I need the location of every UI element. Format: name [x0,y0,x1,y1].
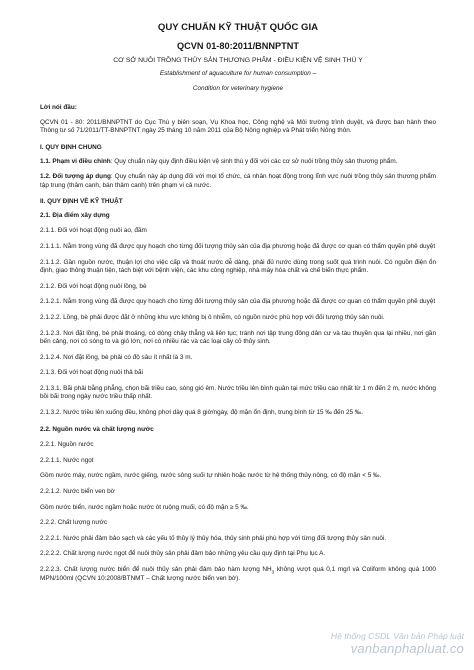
section-2-2-2-3-subscript: 3 [271,569,275,575]
section-1-1-text: : Quy chuẩn này quy định điều kiện vệ sinh thú y đối với các cơ sở nuôi trồng thủy sản thương phẩm. [110,158,398,166]
section-2-1-3-1: 2.1.3.1. Bãi phải bằng phẳng, chọn bãi triều cao, sóng gió êm. Nước triều lên bình quân tại mức triều cao nhất từ 1 m đến 2 m, nước không bồi bãi trong ngày nước triều thấp nhất. [40,384,436,401]
section-2-1-2-2: 2.1.2.2. Lồng, bè phải được đặt ở những khu vực không bị ô nhiễm, có nguồn nước phù hợp với đối tượng thủy sản nuôi. [40,313,385,321]
section-2-heading: II. QUY ĐỊNH VỀ KỸ THUẬT [40,198,123,206]
english-title-line-1: Establishment of aquaculture for human consumption – [159,70,317,77]
section-2-2-2-2: 2.2.2.2. Chất lượng nước ngọt để nuôi thủy sản phải đảm bảo những yêu cầu quy định tại Phụ lục A. [40,550,326,558]
section-2-1-1-2: 2.1.1.2. Gần nguồn nước, thuận lợi cho việc cấp và thoát nước dễ dàng, phải đủ nước dùng trong suốt quá trình nuôi. Có nguồn điện ổn định, giao thông thuận tiện, tách biệt với bệnh viện, các khu công nghiệp, nhà máy hóa chất và chế biến thực phẩm. [40,258,436,275]
section-2-1-heading: 2.1. Địa điểm xây dựng [40,211,110,219]
section-2-2-2-3-text-a: 2.2.2.3. Chất lượng nước biển để nuôi thủy sản phải đảm bảo hàm lượng NH [40,566,272,573]
section-2-1-2-1: 2.1.2.1. Nằm trong vùng đã được quy hoạch cho từng đối tượng thủy sản của địa phương hoặc đã được cơ quan có thẩm quyền phê duyệt [40,298,436,306]
section-1-2 [40,173,436,190]
section-1-1-label: 1.1. Phạm vi điều chỉnh [40,158,111,166]
document-title: QUY CHUẨN KỸ THUẬT QUỐC GIA [157,22,319,33]
section-2-1-2: 2.1.2. Đối với hoạt động nuôi lồng, bè [40,282,147,290]
section-2-2-2-3 [40,566,436,583]
section-2-2-1-1-text: Gồm nước máy, nước ngầm, nước giếng, nước sông suối tự nhiên hoặc nước từ hệ thống thủy nông, có độ mặn < 5 ‰. [40,472,382,480]
section-1-heading: I. QUY ĐỊNH CHUNG [40,143,102,151]
watermark [331,631,464,656]
section-2-2-2-3-text-b: không vượt quá 0,1 mg/l và Coliform không quá 1000 MPN/100ml (QCVN 10:2008/BTNMT – Chất lượng nước biển ven bờ). [40,566,436,582]
section-1-1 [40,158,436,167]
foreword-heading: Lời nói đầu: [40,104,77,111]
document-body [40,22,436,583]
section-2-2-2: 2.2.2. Chất lượng nước [40,519,108,527]
section-2-1-1-1: 2.1.1.1. Nằm trong vùng đã được quy hoạch cho từng đối tượng thủy sản của địa phương hoặc đã được cơ quan có thẩm quyền phê duyệt [40,242,436,250]
document-code: QCVN 01-80:2011/BNNPTNT [176,41,300,51]
foreword-text: QCVN 01 - 80: 2011/BNNPTNT do Cục Thú y biên soạn, Vụ Khoa học, Công nghệ và Môi trường trình duyệt, và được ban hành theo Thông tư số 71/2011/TT-BNNPTNT ngày 25 tháng 10 năm 2011 của Bộ Nông nghiệp và Phát triển Nông thôn. [40,118,436,135]
document-subtitle: CƠ SỞ NUÔI TRỒNG THỦY SẢN THƯƠNG PHẨM - ĐIỀU KIỆN VỆ SINH THÚ Y [113,57,363,64]
section-2-2-2-1: 2.2.2.1. Nước phải đảm bảo sạch và các yếu tố thủy lý thủy hóa, thủy sinh phải phù hợp với từng đối tượng thủy sản nuôi. [40,534,387,542]
watermark-line-2: vanbanphapluat.co [350,641,464,656]
section-2-2-1: 2.2.1. Nguồn nước [40,441,94,449]
section-1-2-label: 1.2. Đối tượng áp dụng [40,172,111,180]
section-2-1-3: 2.1.3. Đối với hoạt động nuôi thả bãi [40,369,143,377]
section-2-2-heading: 2.2. Nguồn nước và chất lượng nước [40,425,154,433]
section-2-1-2-4: 2.1.2.4. Nơi đặt lồng, bè phải có độ sâu ít nhất là 3 m. [40,353,193,361]
section-2-2-1-1: 2.2.1.1. Nước ngọt [40,456,94,464]
section-2-2-1-2: 2.2.1.2. Nước biển ven bờ [40,488,115,496]
section-2-2-1-2-text: Gồm nước biển, nước ngầm hoặc nước ót ruộng muối, có độ mặn ≥ 5 ‰. [40,503,249,511]
section-2-1-1: 2.1.1. Đối với hoạt động nuôi ao, đầm [40,227,147,235]
section-1-2-text: : Quy chuẩn này áp dụng đối với mọi tổ chức, cá nhân hoạt động trong lĩnh vực nuôi trồng thủy sản thương phẩm tập trung (thâm canh, bán thâm canh) trên phạm vi cả nước. [40,172,436,189]
english-title-line-2: Condition for veterinary hygiene [192,85,284,92]
section-2-1-3-2: 2.1.3.2. Nước triều lên xuống đều, không phơi dày quá 8 giờ/ngày, độ mặn ổn định, trung bình từ 15 ‰ đến 25 ‰. [40,409,363,417]
watermark-line-1: Hệ thống CSDL Văn bản Pháp luật [330,631,464,641]
section-2-1-2-3: 2.1.2.3. Nơi đặt lồng, bè phải thoáng, có dòng chảy thẳng và liên tục; tránh nơi tập trung đông dân cư và tàu thuyền qua lại nhiều, nơi gần bến cảng, nơi có sóng to và gió lớn, nơi có nhiều rác và các loại cây cỏ thủy sinh. [40,329,436,346]
